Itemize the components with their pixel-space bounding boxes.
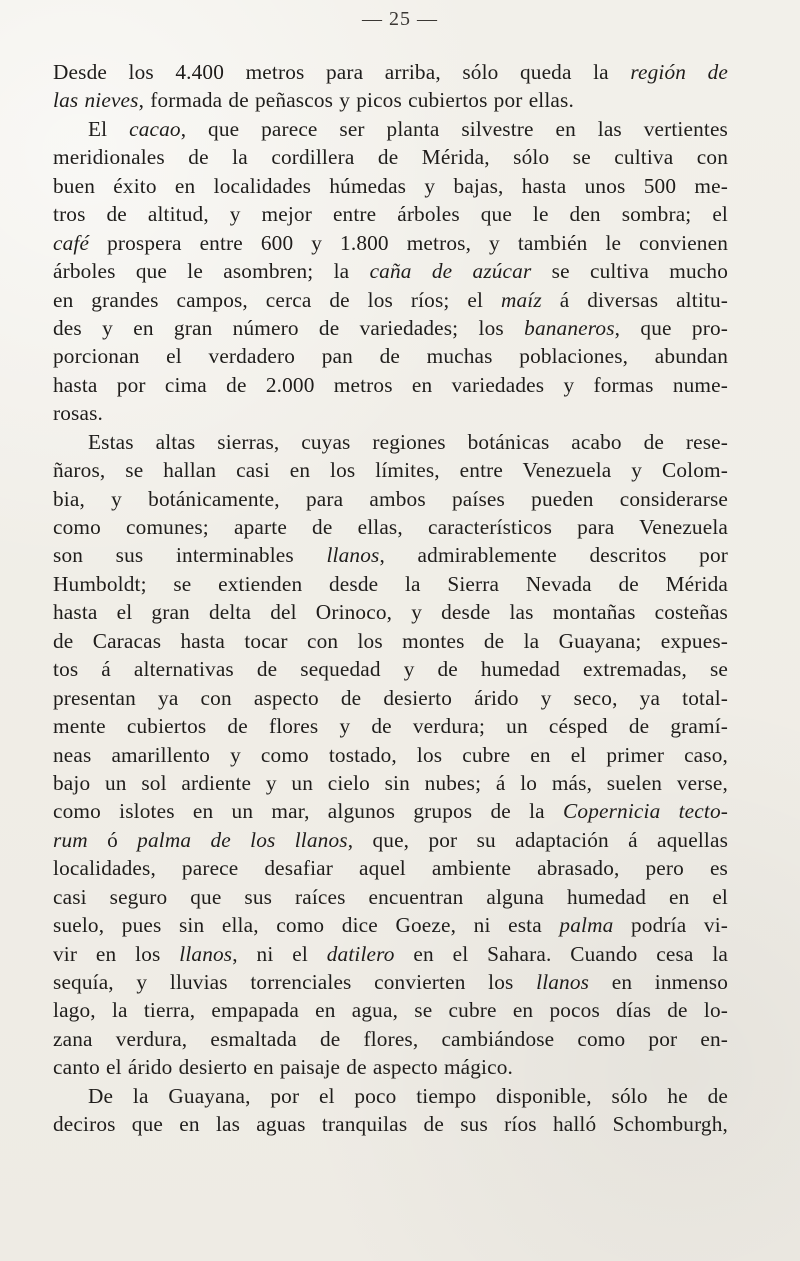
- text-line: [53, 826, 728, 854]
- line-10-text: des y en gran número de variedades; los: [53, 315, 525, 340]
- line-28-connector: ó: [87, 827, 138, 852]
- text-line: [53, 371, 728, 399]
- text-line: [53, 940, 728, 968]
- line-3-italic: cacao: [129, 116, 181, 141]
- text-line: [53, 485, 728, 513]
- text-line: [53, 172, 728, 200]
- line-9-after: á diversas altitu-: [541, 287, 728, 312]
- text-line: [53, 883, 728, 911]
- line-8-after: se cultiva mucho: [531, 259, 729, 284]
- line-18-italic: llanos: [326, 543, 380, 568]
- text-line: [53, 684, 728, 712]
- line-32-italic-start: llanos: [179, 941, 233, 966]
- text-line: [53, 1082, 728, 1110]
- text-line: [53, 314, 728, 342]
- line-8-italic: caña de azúcar: [369, 259, 532, 284]
- line-23-text: presentan ya con aspecto de desierto árido y seco, ya total-: [53, 685, 728, 710]
- text-line: [53, 200, 728, 228]
- text-line: [53, 655, 728, 683]
- text-line: [53, 428, 728, 456]
- text-line: [53, 854, 728, 882]
- line-31-italic: palma: [559, 913, 614, 938]
- text-line: [53, 741, 728, 769]
- text-line: [53, 286, 728, 314]
- line-31-text: suelo, pues sin ella, como dice Goeze, ni esta: [53, 913, 560, 938]
- line-4-text: meridionales de la cordillera de Mérida, sólo se cultiva con: [53, 145, 728, 170]
- line-27-text: como islotes en un mar, algunos grupos de la: [53, 799, 564, 824]
- line-16-text: bia, y botánicamente, para ambos países pueden considerarse: [53, 486, 728, 511]
- text-line: [53, 399, 728, 427]
- line-3-text: El: [88, 116, 130, 141]
- line-1-italic: región de: [630, 60, 728, 84]
- line-26-text: bajo un sol ardiente y un cielo sin nubes; á lo más, suelen verse,: [53, 770, 728, 795]
- line-2-after: , formada de peñascos y picos cubiertos por ellas.: [138, 88, 574, 113]
- line-25-text: neas amarillento y como tostado, los cubre en el primer caso,: [53, 742, 728, 767]
- line-9-text: en grandes campos, cerca de los ríos; el: [53, 287, 501, 312]
- line-29-text: localidades, parece desafiar aquel ambiente abrasado, pero es: [53, 856, 728, 881]
- line-21-text: de Caracas hasta tocar con los montes de la Guayana; expues-: [53, 628, 728, 653]
- line-31-after: podría vi-: [613, 913, 728, 938]
- line-37-text: De la Guayana, por el poco tiempo disponible, sólo he de: [88, 1083, 728, 1108]
- text-line: [53, 1025, 728, 1053]
- line-6-text: tros de altitud, y mejor entre árboles que le den sombra; el: [53, 202, 728, 227]
- line-33-text: sequía, y lluvias torrenciales convierten los: [53, 970, 537, 994]
- text-line: [53, 58, 728, 86]
- text-line: [53, 513, 728, 541]
- line-2-italic: las nieves: [53, 88, 139, 113]
- text-line: [53, 342, 728, 370]
- line-33-after: en inmenso: [589, 970, 729, 994]
- line-18-text: son sus interminables: [53, 543, 327, 568]
- line-22-text: tos á alternativas de sequedad y de humedad extremadas, se: [53, 657, 728, 682]
- text-line: [53, 996, 728, 1024]
- line-10-italic: bananeros: [524, 315, 615, 340]
- line-1-text: Desde los 4.400 metros para arriba, sólo queda la: [53, 60, 631, 84]
- line-34-text: lago, la tierra, empapada en agua, se cubre en pocos días de lo-: [53, 998, 728, 1023]
- text-line: [53, 769, 728, 797]
- line-27-italic: Copernicia tecto-: [563, 799, 728, 824]
- line-28-italic-end: palma de los llanos: [137, 827, 348, 852]
- text-line: [53, 598, 728, 626]
- text-line: [53, 712, 728, 740]
- text-line: [53, 627, 728, 655]
- line-9-italic: maíz: [500, 287, 542, 312]
- line-12-text: hasta por cima de 2.000 metros en variedades y formas nume-: [53, 372, 728, 397]
- line-15-text: ñaros, se hallan casi en los límites, entre Venezuela y Colom-: [53, 458, 728, 483]
- line-35-text: zana verdura, esmaltada de flores, cambiándose como por en-: [53, 1026, 728, 1051]
- line-14-text: Estas altas sierras, cuyas regiones botánicas acabo de rese-: [88, 429, 728, 454]
- line-7-italic: café: [53, 230, 90, 255]
- line-10-after: , que pro-: [614, 315, 728, 340]
- page-number: — 25 —: [362, 8, 438, 30]
- line-38-text: deciros que en las aguas tranquilas de sus ríos halló Schomburgh,: [53, 1112, 728, 1137]
- text-line: [53, 257, 728, 285]
- text-line: [53, 570, 728, 598]
- text-line: [53, 968, 728, 996]
- text-line: [53, 1110, 728, 1138]
- line-7-after: prospera entre 600 y 1.800 metros, y también le convienen: [89, 230, 728, 255]
- text-line: [53, 1053, 728, 1081]
- body-text: [53, 58, 728, 1139]
- line-32-after: en el Sahara. Cuando cesa la: [394, 941, 728, 966]
- line-11-text: porcionan el verdadero pan de muchas poblaciones, abundan: [53, 344, 728, 369]
- text-line: [53, 541, 728, 569]
- text-line: [53, 143, 728, 171]
- line-28-after: , que, por su adaptación á aquellas: [347, 827, 729, 852]
- line-18-after: , admirablemente descritos por: [379, 543, 728, 568]
- line-33-italic: llanos: [536, 970, 590, 994]
- line-3-after: , que parece ser planta silvestre en las vertientes: [180, 116, 729, 141]
- text-line: [53, 456, 728, 484]
- line-30-text: casi seguro que sus raíces encuentran alguna humedad en el: [53, 884, 728, 909]
- line-24-text: mente cubiertos de flores y de verdura; un césped de gramí-: [53, 714, 728, 739]
- line-32-text: vir en los: [53, 941, 180, 966]
- line-17-text: como comunes; aparte de ellas, característicos para Venezuela: [53, 515, 728, 539]
- text-line: [53, 86, 728, 114]
- line-28-italic-start: rum: [53, 827, 88, 852]
- line-36-text: canto el árido desierto en paisaje de aspecto mágico.: [53, 1055, 514, 1080]
- text-line: [53, 911, 728, 939]
- text-line: [53, 797, 728, 825]
- line-13-text: rosas.: [53, 401, 103, 426]
- line-5-text: buen éxito en localidades húmedas y bajas, hasta unos 500 me-: [53, 173, 728, 198]
- line-32-italic-end: datilero: [326, 941, 395, 966]
- line-20-text: hasta el gran delta del Orinoco, y desde las montañas costeñas: [53, 600, 728, 625]
- line-32-connector: , ni el: [232, 941, 327, 966]
- text-line: [53, 229, 728, 257]
- line-19-text: Humboldt; se extienden desde la Sierra Nevada de Mérida: [53, 571, 728, 596]
- text-line: [53, 115, 728, 143]
- line-8-text: árboles que le asombren; la: [53, 259, 370, 284]
